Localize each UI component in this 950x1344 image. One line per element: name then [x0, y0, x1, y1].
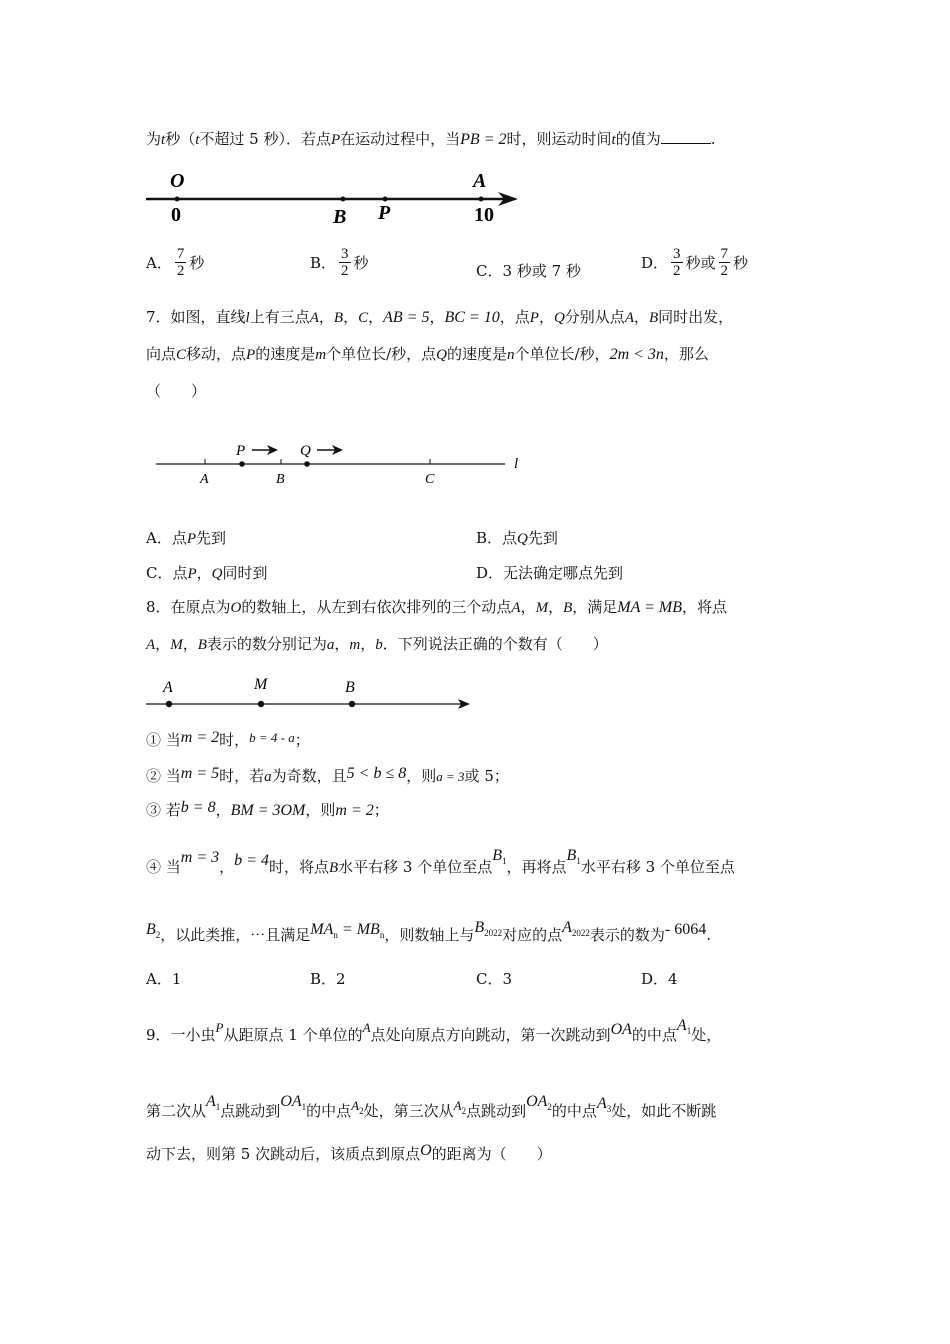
label-B: B [345, 679, 355, 696]
q7-option-b: B．点Q先到 [476, 529, 558, 547]
label-M: M [254, 676, 268, 693]
q8-stem-line2: A，M，B表示的数分别记为a，m，b．下列说法正确的个数有（ ） [146, 635, 608, 653]
q6-option-a: A． $\frac{7}{2}$ 秒 [146, 246, 205, 279]
label-A: A [200, 472, 209, 487]
label-A: A [473, 170, 487, 192]
q9-stem-line1: 9．一小虫P从距原点 1 个单位的A点处向原点方向跳动，第一次跳动到OA的中点$A_1$处， [146, 1017, 722, 1044]
q7-answer-paren: （ ） [146, 382, 207, 400]
label-C: C [425, 472, 435, 487]
label-B: B [276, 472, 285, 487]
q7-option-d: D．无法确定哪点先到 [476, 564, 624, 582]
label-P: P [236, 443, 246, 459]
q8-option-d: D．4 [641, 970, 678, 988]
q7-stem-line2: 向点C移动，点P的速度是m个单位长/秒，点Q的速度是n个单位长/秒，2m < 3n，那么 [146, 345, 709, 363]
q7-stem-line1: 7．如图，直线l上有三点A，B，C，AB = 5，BC = 10，点P，Q分别从点A，B同时出发， [146, 308, 734, 326]
q7-condition: 2m < 3n [609, 346, 664, 363]
q6-option-b: B． $\frac{3}{2}$ 秒 [310, 246, 369, 279]
q8-option-c: C．3 [476, 970, 513, 988]
label-P: P [378, 202, 391, 224]
q8-statement-3: ③ 若b = 8，BM = 3OM，则m = 2； [146, 799, 389, 819]
label-Q: Q [300, 443, 311, 459]
q7-option-c: C．点P，Q同时到 [146, 564, 268, 582]
q6-option-c: C．3 秒或 7 秒 [476, 262, 581, 280]
label-10: 10 [474, 204, 494, 226]
q8-stem-line1: 8．在原点为O的数轴上，从左到右依次排列的三个动点A，M，B，满足MA = MB，将点 [146, 598, 728, 616]
q6-stem: 为t秒（t不超过 5 秒）．若点P在运动过程中，当PB = 2时，则运动时间t的值为 . [146, 130, 716, 148]
q6-condition: PB = 2 [460, 131, 507, 148]
q8-statement-4-line1: ④ 当m = 3，b = 4时，将点B水平右移 3 个单位至点$B_1$，再将点$B_1$水平右移 3 个单位至点 [146, 847, 735, 876]
q8-option-b: B．2 [310, 970, 346, 988]
q8-statement-4-line2: $B_2$，以此类推，⋯且满足$MA_n = MB_n$，则数轴上与$B_{2022}$对应的点$A_{2022}$表示的数为- 6064. [146, 919, 712, 944]
label-A: A [163, 679, 173, 696]
q8-condition: MA = MB [617, 599, 683, 616]
q7-line-diagram [150, 436, 530, 491]
label-0: 0 [171, 204, 181, 226]
label-B: B [333, 206, 347, 228]
q9-stem-line2: 第二次从$A_1$点跳动到$OA_1$的中点$A_2$处，第三次从$A_2$点跳动到$OA_2$的中点$A_3$处，如此不断跳 [146, 1093, 717, 1120]
q9-stem-line3: 动下去，则第 5 次跳动后，该质点到原点O的距离为（ ） [146, 1142, 552, 1163]
q6-number-line-diagram [140, 165, 530, 230]
answer-blank [661, 129, 711, 144]
label-O: O [170, 170, 185, 192]
q8-statement-1: ① 当m = 2时，b = 4 - a； [146, 729, 310, 749]
q7-option-a: A．点P先到 [146, 529, 227, 547]
q8-number-line-diagram [140, 672, 480, 717]
q8-option-a: A．1 [146, 970, 182, 988]
label-l: l [514, 456, 519, 472]
q6-option-d: D． $\frac{3}{2}$ 秒或 $\frac{7}{2}$ 秒 [641, 246, 749, 279]
q8-statement-2: ② 当m = 5时，若a为奇数，且5 < b ≤ 8，则a = 3或 5； [146, 765, 509, 785]
